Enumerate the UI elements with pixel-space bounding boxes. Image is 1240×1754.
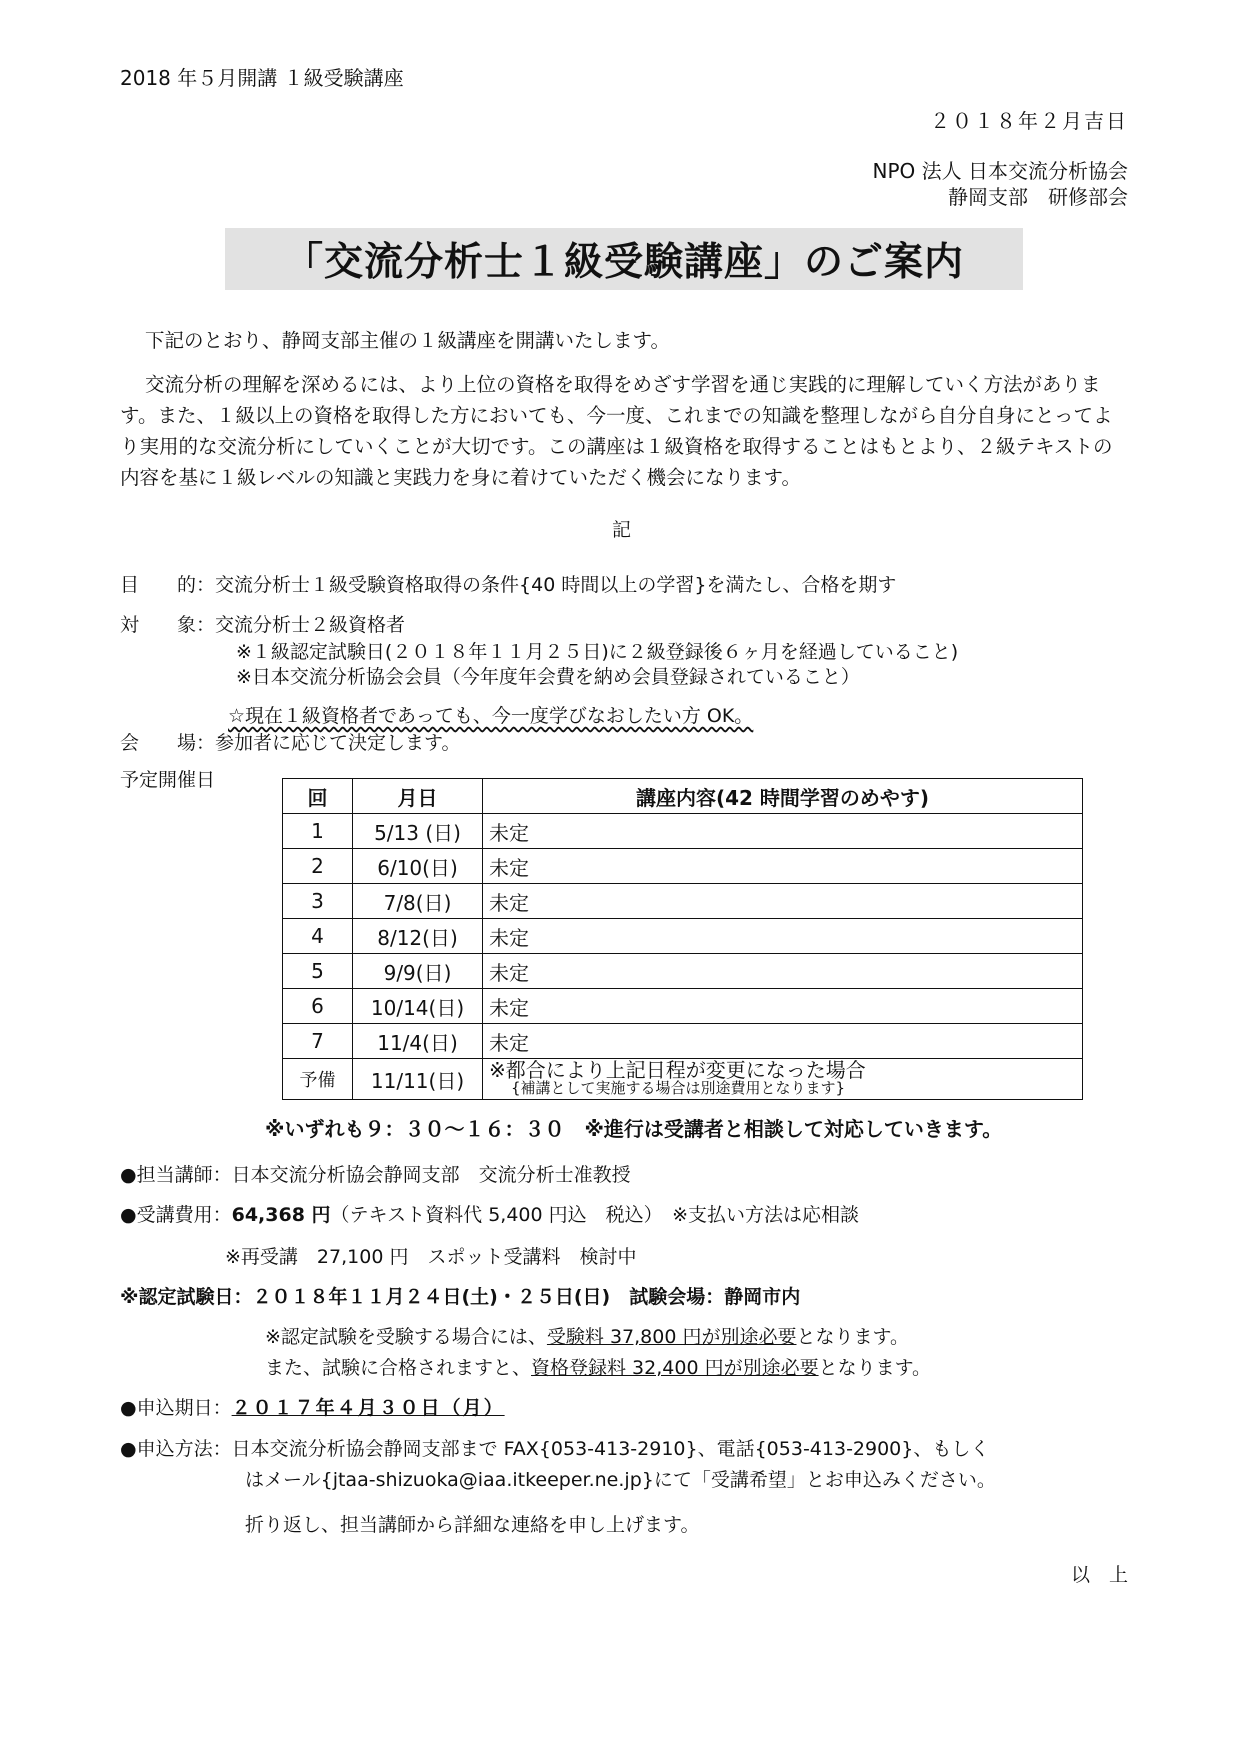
table-row bbox=[283, 1024, 1083, 1059]
intro-paragraph-1: 下記のとおり、静岡支部主催の１級講座を開講いたします。 bbox=[145, 329, 670, 352]
exam-line: ※認定試験日：２０１８年１１月２４日(土)・２５日(日) 試験会場：静岡市内 bbox=[120, 1286, 801, 1308]
row-no: 5 bbox=[283, 954, 353, 989]
table-row bbox=[283, 919, 1083, 954]
issue-date: ２０１８年２月吉日 bbox=[930, 109, 1128, 133]
registration-fee-underlined: 資格登録料 32,400 円が別途必要 bbox=[531, 1357, 819, 1379]
deadline-date: ２０１７年４月３０日（月） bbox=[231, 1397, 505, 1419]
venue-text: 参加者に応じて決定します。 bbox=[215, 732, 461, 754]
schedule-footnote: ※いずれも９：３０～１６：３０ ※進行は受講者と相談して対応していきます。 bbox=[265, 1117, 1003, 1141]
ki-marker: 記 bbox=[612, 519, 632, 541]
exam-note-2-post: となります。 bbox=[818, 1357, 932, 1379]
fee-detail: （テキスト資料代 5,400 円込 税込） ※支払い方法は応相談 bbox=[330, 1204, 860, 1226]
table-row bbox=[283, 954, 1083, 989]
target-note-1: ※１級認定試験日(２０１８年１１月２５日)に２級登録後６ヶ月を経過していること) bbox=[236, 641, 959, 663]
apply-line-1: ●申込方法：日本交流分析協会静岡支部まで FAX{053-413-2910}、電話{053-413-2900}、もしく bbox=[120, 1438, 990, 1460]
target-text: 交流分析士２級資格者 bbox=[215, 614, 406, 636]
org-dept: 静岡支部 研修部会 bbox=[948, 185, 1128, 209]
schedule-table bbox=[282, 778, 1083, 1100]
apply-line-2: はメール{jtaa-shizuoka@iaa.itkeeper.ne.jp}にて「受講希望」とお申込みください。 bbox=[245, 1469, 996, 1491]
deadline-row bbox=[120, 1393, 505, 1420]
org-name: NPO 法人 日本交流分析協会 bbox=[872, 159, 1128, 183]
intro-paragraph-2: 交流分析の理解を深めるには、より上位の資格を取得をめざす学習を通じ実践的に理解していく方法があります。また、１級以上の資格を取得した方においても、今一度、これまでの知識を整理しながら自分自身にとってより実用的な交流分析にしていくことが大切です。この講座は１級資格を取得することはもとより、２級テキストの内容を基に１級レベルの知識と実践力を身に着けていただく機会になります。 bbox=[120, 373, 1113, 489]
fee-row bbox=[120, 1200, 859, 1227]
venue-label: 会 場： bbox=[120, 732, 216, 754]
table-row bbox=[283, 884, 1083, 919]
page-title: 「交流分析士１級受験講座」のご案内 bbox=[283, 240, 964, 285]
row-no: 2 bbox=[283, 849, 353, 884]
header-date: 月日 bbox=[353, 779, 483, 814]
header-no: 回 bbox=[283, 779, 353, 814]
exam-note-1-pre: ※認定試験を受験する場合には、 bbox=[265, 1326, 547, 1348]
row-date: 6/10(日) bbox=[353, 849, 483, 884]
course-tag: 2018 年５月開講 １級受験講座 bbox=[120, 66, 404, 90]
row-no: 6 bbox=[283, 989, 353, 1024]
reserve-no: 予備 bbox=[283, 1059, 353, 1100]
row-content: 未定 bbox=[483, 919, 1083, 954]
reserve-content-line-1: ※都合により上記日程が変更になった場合 bbox=[489, 1058, 866, 1082]
row-content: 未定 bbox=[483, 1024, 1083, 1059]
target-row bbox=[120, 610, 405, 637]
exam-note-1-post: となります。 bbox=[796, 1326, 909, 1348]
row-date: 11/4(日) bbox=[353, 1024, 483, 1059]
fee-retake: ※再受講 27,100 円 スポット受講料 検討中 bbox=[225, 1246, 637, 1268]
row-no: 7 bbox=[283, 1024, 353, 1059]
table-row bbox=[283, 814, 1083, 849]
row-content: 未定 bbox=[483, 884, 1083, 919]
table-row bbox=[283, 849, 1083, 884]
exam-note-2-pre: また、試験に合格されますと、 bbox=[265, 1357, 532, 1379]
target-note-2: ※日本交流分析協会会員（今年度年会費を納め会員登録されていること） bbox=[236, 666, 860, 688]
row-content: 未定 bbox=[483, 954, 1083, 989]
header-content: 講座内容(42 時間学習のめやす) bbox=[483, 779, 1083, 814]
apply-line-3: 折り返し、担当講師から詳細な連絡を申し上げます。 bbox=[245, 1514, 700, 1536]
venue-row bbox=[120, 728, 461, 755]
row-date: 7/8(日) bbox=[353, 884, 483, 919]
table-row bbox=[283, 989, 1083, 1024]
exam-note-2 bbox=[265, 1353, 931, 1380]
schedule-label: 予定開催日 bbox=[120, 769, 216, 791]
row-no: 1 bbox=[283, 814, 353, 849]
purpose-row bbox=[120, 570, 896, 597]
reserve-content bbox=[483, 1059, 1083, 1100]
target-label: 対 象： bbox=[120, 614, 216, 636]
fee-amount: 64,368 円 bbox=[231, 1204, 331, 1226]
purpose-text: 交流分析士１級受験資格取得の条件{40 時間以上の学習}を満たし、合格を期す bbox=[215, 574, 897, 596]
row-date: 8/12(日) bbox=[353, 919, 483, 954]
table-header-row bbox=[283, 779, 1083, 814]
fee-label: ●受講費用： bbox=[120, 1204, 232, 1226]
instructor-line: ●担当講師：日本交流分析協会静岡支部 交流分析士准教授 bbox=[120, 1164, 631, 1186]
target-note-3: ☆現在１級資格者であっても、今一度学びなおしたい方 OK。 bbox=[228, 705, 754, 727]
deadline-label: ●申込期日： bbox=[120, 1397, 232, 1419]
title-box bbox=[225, 228, 1023, 290]
row-date: 10/14(日) bbox=[353, 989, 483, 1024]
exam-note-1 bbox=[265, 1322, 909, 1349]
purpose-label: 目 的： bbox=[120, 574, 216, 596]
row-date: 9/9(日) bbox=[353, 954, 483, 989]
exam-fee-underlined: 受験料 37,800 円が別途必要 bbox=[546, 1326, 797, 1348]
row-no: 4 bbox=[283, 919, 353, 954]
row-content: 未定 bbox=[483, 814, 1083, 849]
row-date: 5/13 (日) bbox=[353, 814, 483, 849]
row-no: 3 bbox=[283, 884, 353, 919]
reserve-date: 11/11(日) bbox=[353, 1059, 483, 1100]
closing-mark: 以 上 bbox=[1070, 1564, 1128, 1586]
row-content: 未定 bbox=[483, 989, 1083, 1024]
row-content: 未定 bbox=[483, 849, 1083, 884]
reserve-content-line-2: {補講として実施する場合は別途費用となります} bbox=[511, 1079, 846, 1097]
table-row-reserve bbox=[283, 1059, 1083, 1100]
